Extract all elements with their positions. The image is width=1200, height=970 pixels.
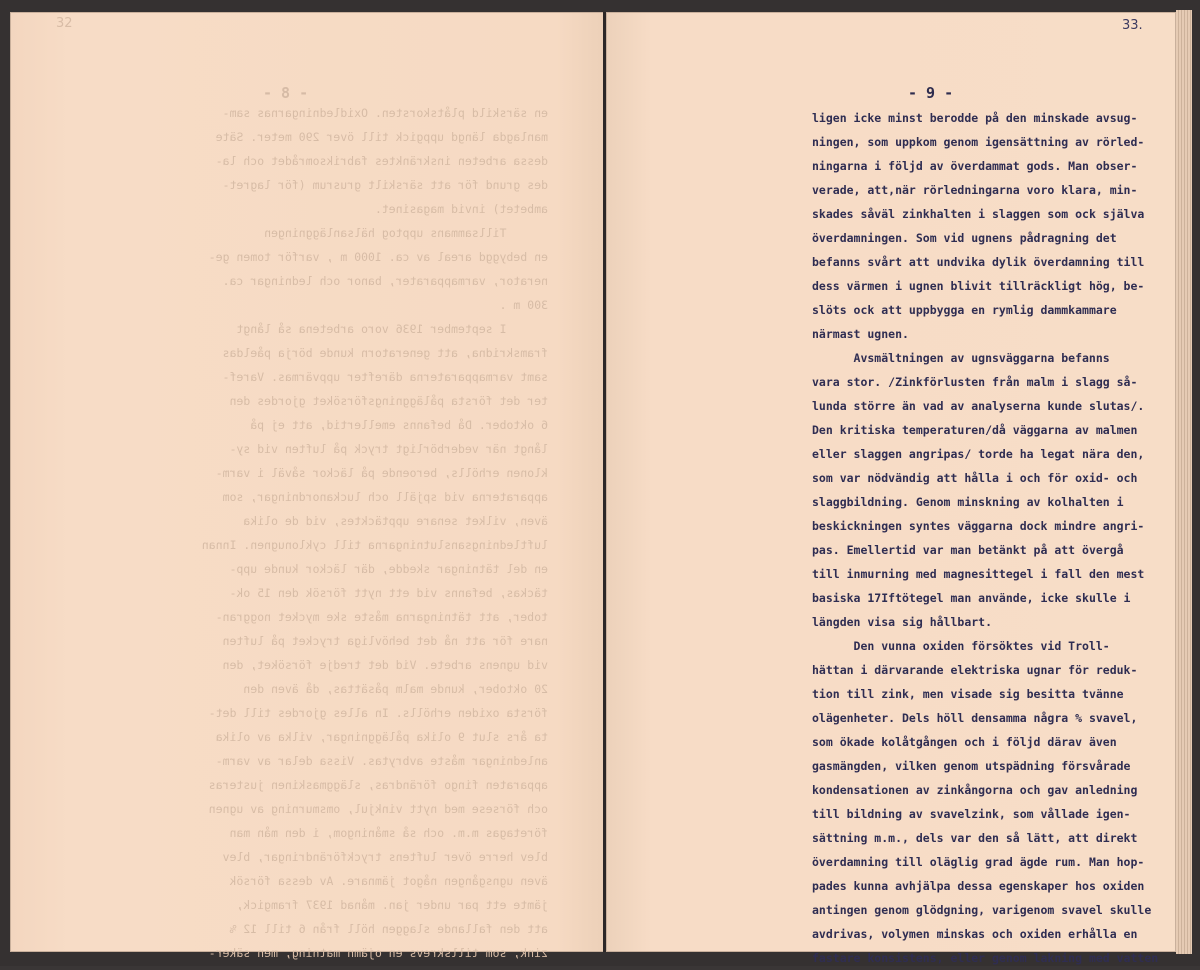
text-line: slöts ock att uppbygga en rymlig dammkammare [812,303,1117,317]
text-line: en bebyggd areal av ca. 1000 m , varför tomen ge- [208,250,548,264]
text-line: I september 1936 voro arbetena så långt [236,322,507,336]
text-line: ningen, som uppkom genom igensättning av rörled- [812,135,1145,149]
text-line: skades såväl zinkhalten i slaggen som ock själva [812,207,1145,221]
text-line: vara stor. /Zinkförlusten från malm i slagg så- [812,375,1138,389]
text-line: och försese med nytt vinkjul, omsmurning av ugnen [208,802,548,816]
text-line: luftledningsanslutningarna till cyklonugnen. Innan [201,538,548,552]
right-corner-number: 33. [1122,18,1143,33]
text-line: företagas m.m. och så småningom, i den mån man [229,826,548,840]
text-line: en del tätningar skedde, där läckor kunde upp- [229,562,548,576]
text-line: olägenheter. Dels höll densamma några % svavel, [812,711,1138,725]
text-line: Avsmältningen av ugnsväggarna befanns [853,351,1110,365]
text-line: anledningar måste avbrytas. Vissa delar av varm- [215,754,548,768]
text-line: Den vunna oxiden försöktes vid Troll- [853,639,1110,653]
text-line: längden visa sig hållbart. [812,615,993,629]
text-line: dess värmen i ugnen blivit tillräckligt hög, be- [812,279,1145,293]
text-line: även, vilket senare upptäcktes, vid de olika [243,514,548,528]
text-line: 6 oktober. Då befanns emellertid, att ej på [250,418,548,432]
text-line: nerator, varmapparater, banor och ledningar ca. [222,274,548,288]
left-bleed-through-text [38,101,548,965]
text-line: basiska 17Iftötegel man använde, icke skulle i [812,591,1131,605]
text-line: framskridna, att generatorn kunde börja påeldas [222,346,548,360]
text-line: ta års slut 9 olika påläggningar, vilka av olika [215,730,548,744]
text-line: till inmurning med magnesittegel i fall den mest [812,567,1145,581]
text-line: tion till zink, men visade sig besitta tvänne [812,687,1124,701]
text-line: ligen icke minst berodde på den minskade avsug- [812,111,1138,125]
text-line: slaggbildning. Genom minskning av kolhalten i [812,495,1124,509]
text-line: apparaten fingo förändras, släggmaskinen justeras [208,778,548,792]
text-line: ambetet) invid magasinet. [374,202,548,216]
text-line: apparaterna vid spjäll och luckanordningar, som [222,490,548,504]
text-line: som ökade kolåtgången och i följd därav även [812,735,1117,749]
text-line: en särskild plåtskorsten. Oxidledningarnas sam- [222,106,548,120]
page-stack-edge [1176,10,1192,954]
text-line: första oxiden erhölls. In alles gjordes till det- [208,706,548,720]
text-line: jämte ett par under jan. månad 1937 framgick, [236,898,548,912]
text-line: samt varmapparaterna därefter uppvärmas. Varef- [222,370,548,384]
text-line: 300 m . [499,298,548,312]
text-line: täckas, befanns vid ett nytt försök den 15 ok- [229,586,548,600]
text-line: hättan i därvarande elektriska ugnar för reduk- [812,663,1138,677]
text-line: Tillsammans upptog hälsanläggningen [264,226,507,240]
text-line: 20 oktober, kunde malm påsättas, då även den [243,682,548,696]
right-page-text [812,106,1159,970]
text-line: eller slaggen angripas/ torde ha legat nära den, [812,447,1145,461]
text-line: att den fallande slaggen höll från 6 till 12 % [229,922,548,936]
text-line: kondensationen av zinkångorna och gav anledning [812,783,1138,797]
text-line: till bildning av svavelzink, som vållade igen- [812,807,1131,821]
left-corner-number: 32 [56,16,73,31]
text-line: pades kunna avhjälpa dessa egenskaper hos oxiden [812,879,1145,893]
text-line: tober, att tätningarna måste ske mycket noggran- [215,610,548,624]
text-line: ter det första påläggningsförsöket gjordes den [229,394,548,408]
text-line: dessa arbeten inskränktes fabriksområdet och la- [215,154,548,168]
text-line: beskickningen syntes väggarna dock mindre angri- [812,519,1145,533]
text-line: långt när vederbörligt tryck på luften vid sy- [229,442,548,456]
text-line: zink, som tillskrevs en ojämn matning, men säker- [208,946,548,960]
text-line: verade, att,när rörledningarna voro klara, min- [812,183,1138,197]
text-line: avdrivas, volymen minskas och oxiden erhålla en [812,927,1138,941]
text-line: vid ugnens arbete. Vid det tredje försöket, den [222,658,548,672]
text-line: nare för att nå det behövliga trycket på luften [222,634,548,648]
right-page-number: - 9 - [908,84,954,102]
text-line: fastare konsistens, eller genom lakning med vatten [812,951,1159,965]
text-line: överdamningen. Som vid ugnens pådragning det [812,231,1117,245]
text-line: manlagda längd uppgick till över 290 meter. Säte [215,130,548,144]
left-page-number: - 8 - [263,84,309,102]
text-line: blev herre över luftens tryckförändringar, blev [222,850,548,864]
text-line: även ugnsgången något jämnare. Av dessa försök [229,874,548,888]
text-line: överdamning till oläglig grad ägde rum. Man hop- [812,855,1145,869]
text-line: des grund för att särskilt grusrum (för lagret- [222,178,548,192]
text-line: pas. Emellertid var man betänkt på att övergå [812,543,1124,557]
text-line: klonen erhölls, beroende på läckor såväl i varm- [215,466,548,480]
text-line: närmast ugnen. [812,327,909,341]
text-line: sättning m.m., dels var den så lätt, att direkt [812,831,1138,845]
text-line: som var nödvändig att hålla i och för oxid- och [812,471,1138,485]
text-line: antingen genom glödgning, varigenom svavel skulle [812,903,1152,917]
text-line: ningarna i följd av överdammat gods. Man obser- [812,159,1138,173]
text-line: befanns svårt att undvika dylik överdamning till [812,255,1145,269]
text-line: Den kritiska temperaturen/då väggarna av malmen [812,423,1138,437]
text-line: lunda större än vad av analyserna kunde slutas/. [812,399,1145,413]
text-line: gasmängden, vilken genom utspädning försvårade [812,759,1131,773]
